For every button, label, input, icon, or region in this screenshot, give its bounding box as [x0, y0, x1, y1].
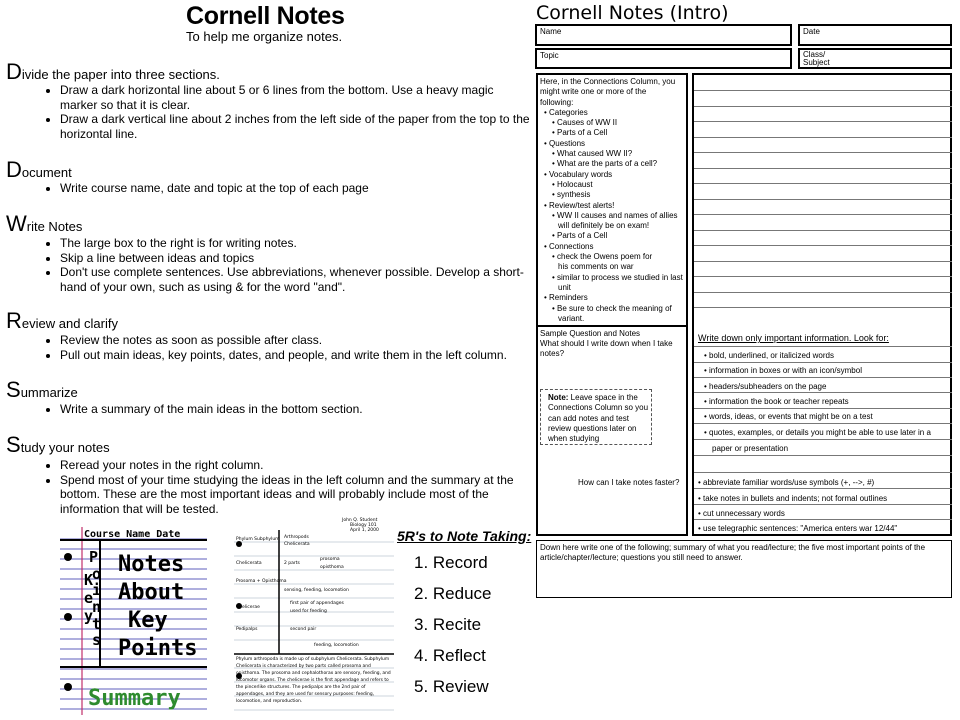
sample-question-text: What should I write down when I take notes? — [540, 339, 673, 359]
ruled-line — [694, 137, 952, 138]
section-heading-text: tudy your notes — [20, 440, 110, 455]
cue-line: • Parts of a Cell — [552, 231, 608, 241]
ruled-line — [694, 121, 952, 122]
cue-line: Here, in the Connections Column, you — [540, 77, 676, 86]
cue-line: • check the Owens poem for — [552, 252, 653, 262]
list-item: • Don't use complete sentences. Use abbreviations, whenever possible. Develop a short-hand of your own, such as using & for the word "and". — [60, 265, 532, 294]
section-initial: S — [6, 432, 21, 457]
ruled-line — [694, 183, 952, 184]
cue-line: • Holocaust — [552, 179, 593, 189]
ruled-line — [694, 276, 952, 277]
five-r-item: 2. Reduce — [414, 584, 492, 603]
topic-label: Topic — [540, 51, 559, 60]
cue-line: • Reminders — [544, 293, 588, 303]
look-for-item: • words, ideas, or events that might be on a test — [704, 412, 873, 421]
cue-line: • What are the parts of a cell? — [552, 159, 658, 169]
section-document-heading — [6, 157, 72, 182]
section-study-list — [44, 458, 532, 516]
five-r-item: 1. Record — [414, 553, 488, 572]
sample-note: Chelicerata — [284, 542, 310, 547]
section-write-heading — [6, 211, 83, 236]
cue-line: unit — [558, 282, 571, 292]
ruled-line — [694, 214, 952, 215]
ruled-line — [694, 346, 952, 347]
section-initial: W — [6, 211, 27, 236]
notebook-side-letter: P — [89, 548, 99, 566]
ruled-line — [694, 392, 952, 393]
notebook-side-letter: n — [92, 598, 102, 616]
date-field[interactable] — [798, 24, 952, 46]
list-item: • Reread your notes in the right column. — [60, 458, 532, 473]
list-item: • Spend most of your time studying the ideas in the left column and the summary at the bottom. These are the most important ideas and will probably include most of the information that will be tested. — [60, 473, 532, 517]
ruled-line — [694, 199, 952, 200]
sample-course: Biology 101 — [350, 523, 377, 528]
list-item: • Skip a line between ideas and topics — [60, 251, 532, 266]
sample-cue: Chelicerae — [236, 605, 260, 610]
faster-item: • take notes in bullets and indents; not formal outlines — [698, 494, 888, 503]
note-callout-text: Leave space in the Connections Column so you can add notes and test review questions later on when studying — [548, 393, 649, 444]
sample-question-title: Sample Question and Notes — [540, 329, 641, 338]
ruled-line — [694, 472, 952, 473]
section-review-heading — [6, 308, 118, 333]
cue-line: • Causes of WW II — [552, 118, 618, 128]
faster-item: • cut unnecessary words — [698, 509, 785, 518]
ruled-line — [694, 408, 952, 409]
class-field[interactable] — [798, 48, 952, 69]
sample-note: opisthoma — [320, 565, 344, 570]
list-item: • Draw a dark horizontal line about 5 or 6 lines from the bottom. Use a heavy magic marker so that it is clear. — [60, 83, 532, 112]
notebook-side-letter: y — [84, 607, 94, 625]
date-label: Date — [803, 27, 820, 36]
cue-line: • Review/test alerts! — [544, 200, 615, 210]
cue-line: will definitely be on exam! — [558, 221, 650, 231]
notes-area-box[interactable] — [692, 73, 952, 536]
faster-question: How can I take notes faster? — [578, 478, 680, 487]
page-title: Cornell Notes — [186, 2, 345, 30]
notebook-note-word: About — [118, 580, 185, 605]
ruled-line — [694, 152, 952, 153]
section-review-list — [44, 333, 532, 362]
cue-line: • Questions — [544, 138, 586, 148]
ruled-line — [694, 455, 952, 456]
ruled-line — [694, 106, 952, 107]
notebook-side-letter: o — [92, 565, 102, 583]
list-item: • Write a summary of the main ideas in the bottom section. — [60, 402, 532, 417]
section-initial: D — [6, 157, 22, 182]
connections-column-text — [540, 77, 688, 324]
ruled-line — [694, 439, 952, 440]
notebook-note-word: Notes — [118, 552, 185, 577]
sample-note: prosoma — [320, 557, 340, 562]
section-initial: R — [6, 308, 22, 333]
section-heading-text: ivide the paper into three sections. — [21, 67, 220, 82]
notebook-header: Course Name Date — [84, 529, 181, 540]
sample-note: feeding, locomotion — [314, 643, 359, 648]
notebook-note-word: Points — [118, 636, 198, 661]
faster-item: • abbreviate familiar words/use symbols (+, -->, #) — [698, 478, 875, 487]
section-initial: D — [6, 59, 22, 84]
sample-note: first pair of appendages — [290, 601, 344, 606]
ruled-line — [694, 168, 952, 169]
cue-line: • Parts of a Cell — [552, 128, 608, 138]
cue-line: his comments on war — [558, 262, 634, 272]
cue-line: • Connections — [544, 241, 594, 251]
notebook-illustration — [60, 527, 207, 715]
sample-cue: Chelicerata — [236, 561, 262, 566]
look-for-item-cont: paper or presentation — [712, 444, 789, 453]
name-field[interactable] — [535, 24, 792, 46]
note-callout-label: Note: — [548, 393, 569, 402]
page-subtitle: To help me organize notes. — [186, 29, 343, 44]
faster-item: • use telegraphic sentences: "America enters war 12/44" — [698, 524, 898, 533]
sample-date: April 1, 2000 — [350, 528, 379, 533]
section-study-heading — [6, 432, 110, 457]
section-summarize-list — [44, 402, 532, 417]
ruled-line — [694, 90, 952, 91]
look-for-item: • quotes, examples, or details you might be able to use later in a — [704, 428, 931, 437]
template-title: Cornell Notes (Intro) — [536, 2, 729, 24]
cue-line: • WW II causes and names of allies — [552, 210, 678, 220]
name-label: Name — [540, 27, 562, 36]
section-document-list — [44, 181, 532, 196]
notebook-side-letter: K — [84, 571, 94, 589]
sample-student: John Q. Student — [342, 518, 378, 523]
ruled-line — [694, 307, 952, 308]
cue-line: • synthesis — [552, 190, 591, 200]
summary-box[interactable] — [536, 540, 952, 598]
summary-text: Down here write one of the following; summary of what you read/lecture; the five most important points of the article/chapter/lecture; questions you still need to answer. — [540, 543, 926, 562]
cue-line: • What caused WW II? — [552, 149, 633, 159]
ruled-line — [694, 423, 952, 424]
ruled-line — [694, 377, 952, 378]
notebook-side-letter: s — [92, 631, 102, 649]
section-heading-text: ocument — [21, 165, 72, 180]
list-item: • Draw a dark vertical line about 2 inches from the left side of the paper from the top to the horizontal line. — [60, 112, 532, 141]
section-heading-text: ummarize — [20, 385, 78, 400]
ruled-line — [694, 504, 952, 505]
ruled-line — [694, 230, 952, 231]
cue-line: • Vocabulary words — [544, 169, 613, 179]
note-callout — [540, 389, 652, 445]
ruled-line — [694, 362, 952, 363]
section-initial: S — [6, 377, 21, 402]
five-r-title: 5R's to Note Taking: — [397, 528, 532, 544]
section-divide-heading — [6, 59, 220, 84]
list-item: • Review the notes as soon as possible after class. — [60, 333, 532, 348]
sample-note: sensing, feeding, locomotion — [284, 588, 349, 593]
list-item: • Write course name, date and topic at the top of each page — [60, 181, 532, 196]
section-divide-list — [44, 83, 532, 141]
look-for-item: • bold, underlined, or italicized words — [704, 351, 834, 360]
section-heading-text: rite Notes — [26, 219, 83, 234]
section-summarize-heading — [6, 377, 78, 402]
cue-line: following: — [540, 97, 574, 107]
cue-line: • similar to process we studied in last — [552, 272, 683, 282]
ruled-line — [694, 261, 952, 262]
section-write-list — [44, 236, 532, 294]
section-heading-text: eview and clarify — [21, 316, 118, 331]
sample-cue: Pedipalps — [236, 627, 258, 632]
sample-note: used for feeding — [290, 609, 327, 614]
class-label: Class/ Subject — [803, 50, 830, 67]
cue-line: • Be sure to check the meaning of — [552, 303, 672, 313]
list-item: • The large box to the right is for writing notes. — [60, 236, 532, 251]
five-r-item: 5. Review — [414, 677, 489, 696]
sample-cue: Phylum Subphylum — [236, 537, 280, 542]
notebook-summary-word: Summary — [88, 686, 181, 711]
sample-note: Arthropods — [284, 535, 309, 540]
cue-line: might write one or more of the — [540, 87, 647, 97]
look-for-item: • information in boxes or with an icon/symbol — [704, 366, 862, 375]
look-for-header: Write down only important information. Look for: — [698, 333, 889, 343]
five-r-item: 3. Recite — [414, 615, 482, 634]
ruled-line — [694, 245, 952, 246]
look-for-item: • information the book or teacher repeats — [704, 397, 849, 406]
cue-line: • Categories — [544, 107, 588, 117]
sample-notes-page — [234, 516, 394, 716]
list-item: • Pull out main ideas, key points, dates, and people, and write them in the left column. — [60, 348, 532, 363]
sample-note: second pair — [290, 627, 317, 632]
sample-cue: Prosoma + Opisthoma — [236, 579, 287, 584]
sample-note: 2 parts — [284, 561, 300, 566]
notebook-side-letter: e — [84, 589, 94, 607]
sample-summary: Phylum arthropoda is made up of subphylum Chelicerata. Subphylum Chelicerata is characterized by two parts called prosoma and opisthoma. The prosoma and cephalothorax are sensory, feeding, and locomotor organs. The chelicerae is the first appendage and refers to the pincerlike structures. The pedipalps are the 2nd pair of appendages, and they are used for sensory purposes: feeding, locomotion, and reproduction. — [236, 657, 391, 704]
notebook-side-letter: t — [92, 615, 102, 633]
notebook-note-word: Key — [128, 608, 168, 633]
topic-field[interactable] — [535, 48, 792, 69]
cue-line: variant. — [558, 313, 585, 323]
five-r-item: 4. Reflect — [414, 646, 486, 665]
ruled-line — [694, 292, 952, 293]
notebook-side-letter: i — [92, 581, 102, 599]
look-for-item: • headers/subheaders on the page — [704, 382, 827, 391]
ruled-line — [694, 488, 952, 489]
ruled-line — [694, 519, 952, 520]
